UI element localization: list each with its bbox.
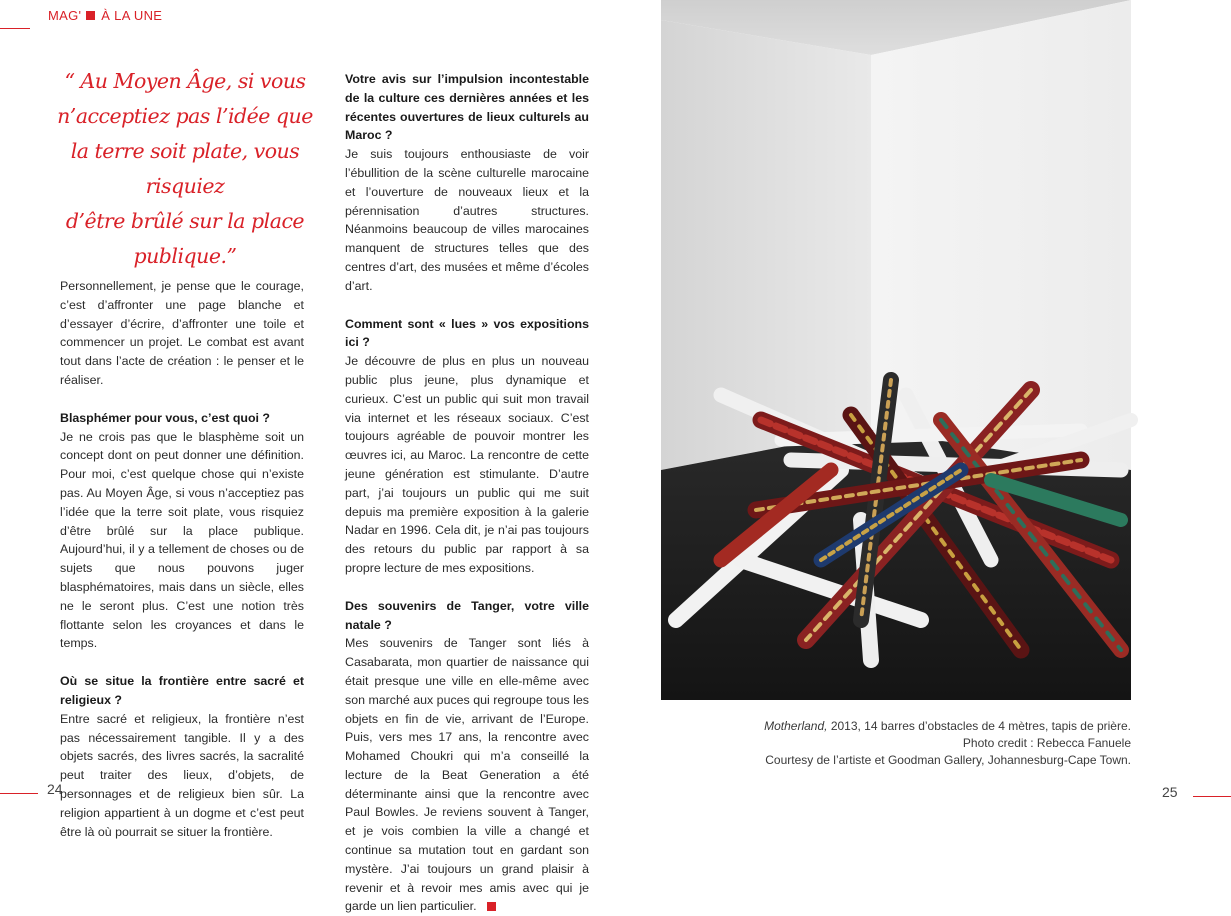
pull-quote: [50, 64, 320, 274]
answer-text: Mes souvenirs de Tanger sont liés à Casabarata, mon quartier de naissance qui était presque une ville en elle-même avec son marché aux puces qui regroupe tous les objets en fin de vie, arrivant de l’Europe. Puis, vers mes 17 ans, la rencontre avec Mohamed Choukri qui m’a conseillé la lecture de la Beat Generation a été déterminante ainsi que la rencontre avec Paul Bowles. Je reviens souvent à Tanger, et je vois combien la ville a changé et continue sa mutation tout en gardant son mystère. J’ai toujours un grand plaisir à revenir et à revoir mes amis avec qui je garde un lien particulier.: [345, 636, 589, 914]
pull-quote-line: publique.”: [133, 244, 237, 268]
intro-paragraph: Personnellement, je pense que le courage, c’est d’affronter une page blanche et d’essayer d’écrire, d’affronter une toile et commencer un projet. Le combat est avant tout dans l’acte de création : le penser et le réaliser.: [60, 279, 304, 387]
page-number-left: 24: [47, 781, 63, 797]
answer-paragraph: Je suis toujours enthousiaste de voir l’ébullition de la scène culturelle marocaine et l’ouverture de nouveaux lieux et la pérennisation d’autres structures. Néanmoins beaucoup de villes marocaines manquent de structures telles que des centres d’art, des musées et même d’écoles d’art.: [345, 147, 589, 293]
red-square-icon: [86, 11, 95, 20]
rubric-label: À LA UNE: [101, 7, 163, 23]
folio-rule-left: [0, 793, 38, 794]
artwork-details: 2013, 14 barres d’obstacles de 4 mètres, tapis de prière.: [827, 719, 1131, 733]
answer-paragraph: Entre sacré et religieux, la frontière n’est pas nécessairement tangible. Il y a des objets sacrés, des livres sacrés, la sacralité peut traiter des lieux, d’objets, de personnages et de religieux bien sûr. La religion appartient à un dogme et c’est peut être là où pourrait se situer la frontière.: [60, 711, 304, 839]
section-label: MAG': [48, 7, 82, 23]
photo-credit: Photo credit : Rebecca Fanuele: [962, 736, 1131, 750]
pull-quote-line: n’acceptiez pas l’idée que: [57, 104, 313, 128]
folio-rule-right: [1193, 796, 1231, 797]
question-heading: Votre avis sur l’impulsion incontestable de la culture ces dernières années et les récentes ouvertures de lieux culturels au Maroc ?: [345, 72, 589, 143]
artwork-title: Motherland,: [764, 719, 828, 733]
left-text-column: [60, 277, 304, 841]
header-rule: [0, 28, 30, 29]
artwork-photo: [661, 0, 1131, 700]
gallery-installation-image: [661, 0, 1131, 700]
answer-paragraph: Je ne crois pas que le blasphème soit un concept dont on peut donner une définition. Pour moi, c’est quelque chose qui n’existe pas. Au Moyen Âge, si vous n’acceptiez pas l’idée que la terre soit plate, vous risquiez d’être brûlé sur la place publique. Aujourd’hui, il y a tellement de choses ou de sujets que nous pouvons juger blasphématoires, mais dans un siècle, elles ne le seront plus. C’est une notion très flottante selon les croyances et dans le temps.: [60, 429, 304, 651]
courtesy-line: Courtesy de l’artiste et Goodman Gallery, Johannesburg-Cape Town.: [765, 753, 1131, 767]
section-header: [48, 6, 162, 24]
pull-quote-line: d’être brûlé sur la place: [65, 209, 305, 233]
question-heading: Où se situe la frontière entre sacré et religieux ?: [60, 674, 304, 707]
photo-caption: [701, 718, 1131, 769]
answer-paragraph: Je découvre de plus en plus un nouveau public plus jeune, plus dynamique et curieux. C’est un public qui suit mon travail via internet et les réseaux sociaux. C’est toujours agréable de pouvoir montrer les œuvres ici, au Maroc. La rencontre de cette jeune génération est stimulante. D’autre part, j’ai toujours un public qui me suit depuis ma première exposition à la galerie Nadar en 1996. Cela dit, je n’ai pas toujours des retours du public par rapport à sa propre lecture de mes expositions.: [345, 354, 589, 575]
answer-paragraph-final: [345, 634, 589, 916]
page-number-right: 25: [1162, 784, 1178, 800]
pull-quote-line: la terre soit plate, vous risquiez: [70, 139, 300, 198]
caption-line: [701, 718, 1131, 735]
end-square-icon: [487, 902, 496, 911]
middle-text-column: [345, 70, 589, 916]
question-heading: Comment sont « lues » vos expositions ici ?: [345, 316, 589, 350]
question-heading: Blasphémer pour vous, c’est quoi ?: [60, 410, 270, 425]
question-heading: Des souvenirs de Tanger, votre ville natale ?: [345, 598, 589, 632]
pull-quote-line: “ Au Moyen Âge, si vous: [64, 69, 306, 93]
